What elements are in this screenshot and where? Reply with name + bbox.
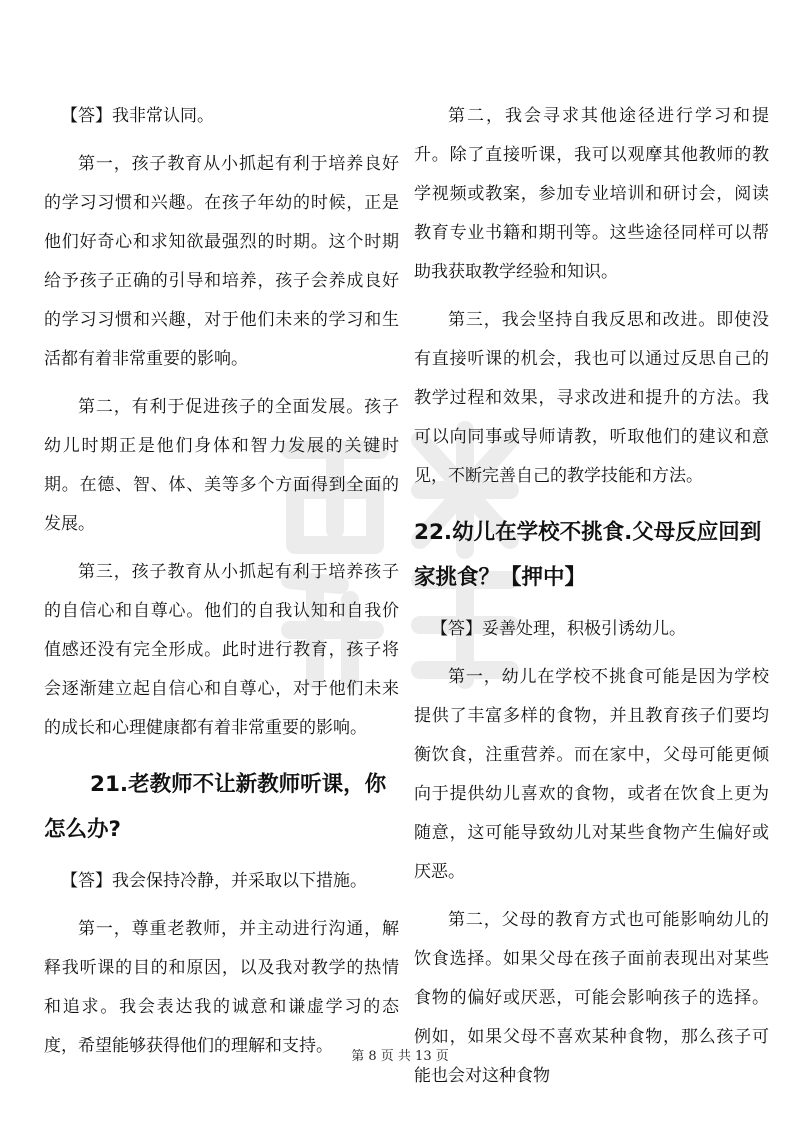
page-footer: 第 8 页 共 13 页 (351, 1049, 449, 1064)
question-22-first-point: 第一，幼儿在学校不挑食可能是因为学校提供了丰富多样的食物，并且教育孩子们要均衡饮食，注重营养。而在家中，父母可能更倾向于提供幼儿喜欢的食物，或者在饮食上更为随意，这可能导致幼儿对某些食物产生偏好或厌恶。 (414, 667, 769, 882)
left-column (44, 97, 399, 1066)
question-22-second-point: 第二，父母的教育方式也可能影响幼儿的饮食选择。如果父母在孩子面前表现出对某些食物的偏好或厌恶，可能会影响孩子的选择。例如，如果父母不喜欢某种食物，那么孩子可能也会对这种食物 (414, 910, 769, 1086)
question-21-heading: 21.老教师不让新教师听课，你怎么办? (44, 772, 387, 842)
right-column (414, 97, 769, 1096)
question-21-second-point: 第二，我会寻求其他途径进行学习和提升。除了直接听课，我可以观摩其他教师的教学视频或教案，参加专业培训和研讨会，阅读教育专业书籍和期刊等。这些途径同样可以帮助我获取教学经验和知识。 (414, 106, 769, 282)
question-22-answer: 【答】妥善处理，积极引诱幼儿。 (431, 619, 686, 639)
question-21-third-point: 第三，我会坚持自我反思和改进。即使没有直接听课的机会，我也可以通过反思自己的教学过程和效果，寻求改进和提升的方法。我可以向同事或导师请教，听取他们的建议和意见，不断完善自己的教学技能和方法。 (414, 310, 769, 486)
question-21-answer: 【答】我会保持冷静，并采取以下措施。 (61, 871, 367, 891)
paragraph-third-point: 第三，孩子教育从小抓起有利于培养孩子的自信心和自尊心。他们的自我认知和自我价值感还没有完全形成。此时进行教育，孩子将会逐渐建立起自信心和自尊心，对于他们未来的成长和心理健康都有着非常重要的影响。 (44, 562, 399, 738)
paragraph-second-point: 第二，有利于促进孩子的全面发展。孩子幼儿时期正是他们身体和智力发展的关键时期。在德、智、体、美等多个方面得到全面的发展。 (44, 397, 399, 534)
answer-intro: 【答】我非常认同。 (61, 106, 214, 126)
question-22-heading: 22.幼儿在学校不挑食.父母反应回到家挑食？【押中】 (414, 520, 762, 590)
question-21-first-point: 第一，尊重老教师，并主动进行沟通，解释我听课的目的和原因，以及我对教学的热情和追求。我会表达我的诚意和谦虚学习的态度，希望能够获得他们的理解和支持。 (44, 919, 399, 1056)
paragraph-first-point: 第一，孩子教育从小抓起有利于培养良好的学习习惯和兴趣。在孩子年幼的时候，正是他们好奇心和求知欲最强烈的时期。这个时期给予孩子正确的引导和培养，孩子会养成良好的学习习惯和兴趣，对于他们未来的学习和生活都有着非常重要的影响。 (44, 154, 399, 369)
